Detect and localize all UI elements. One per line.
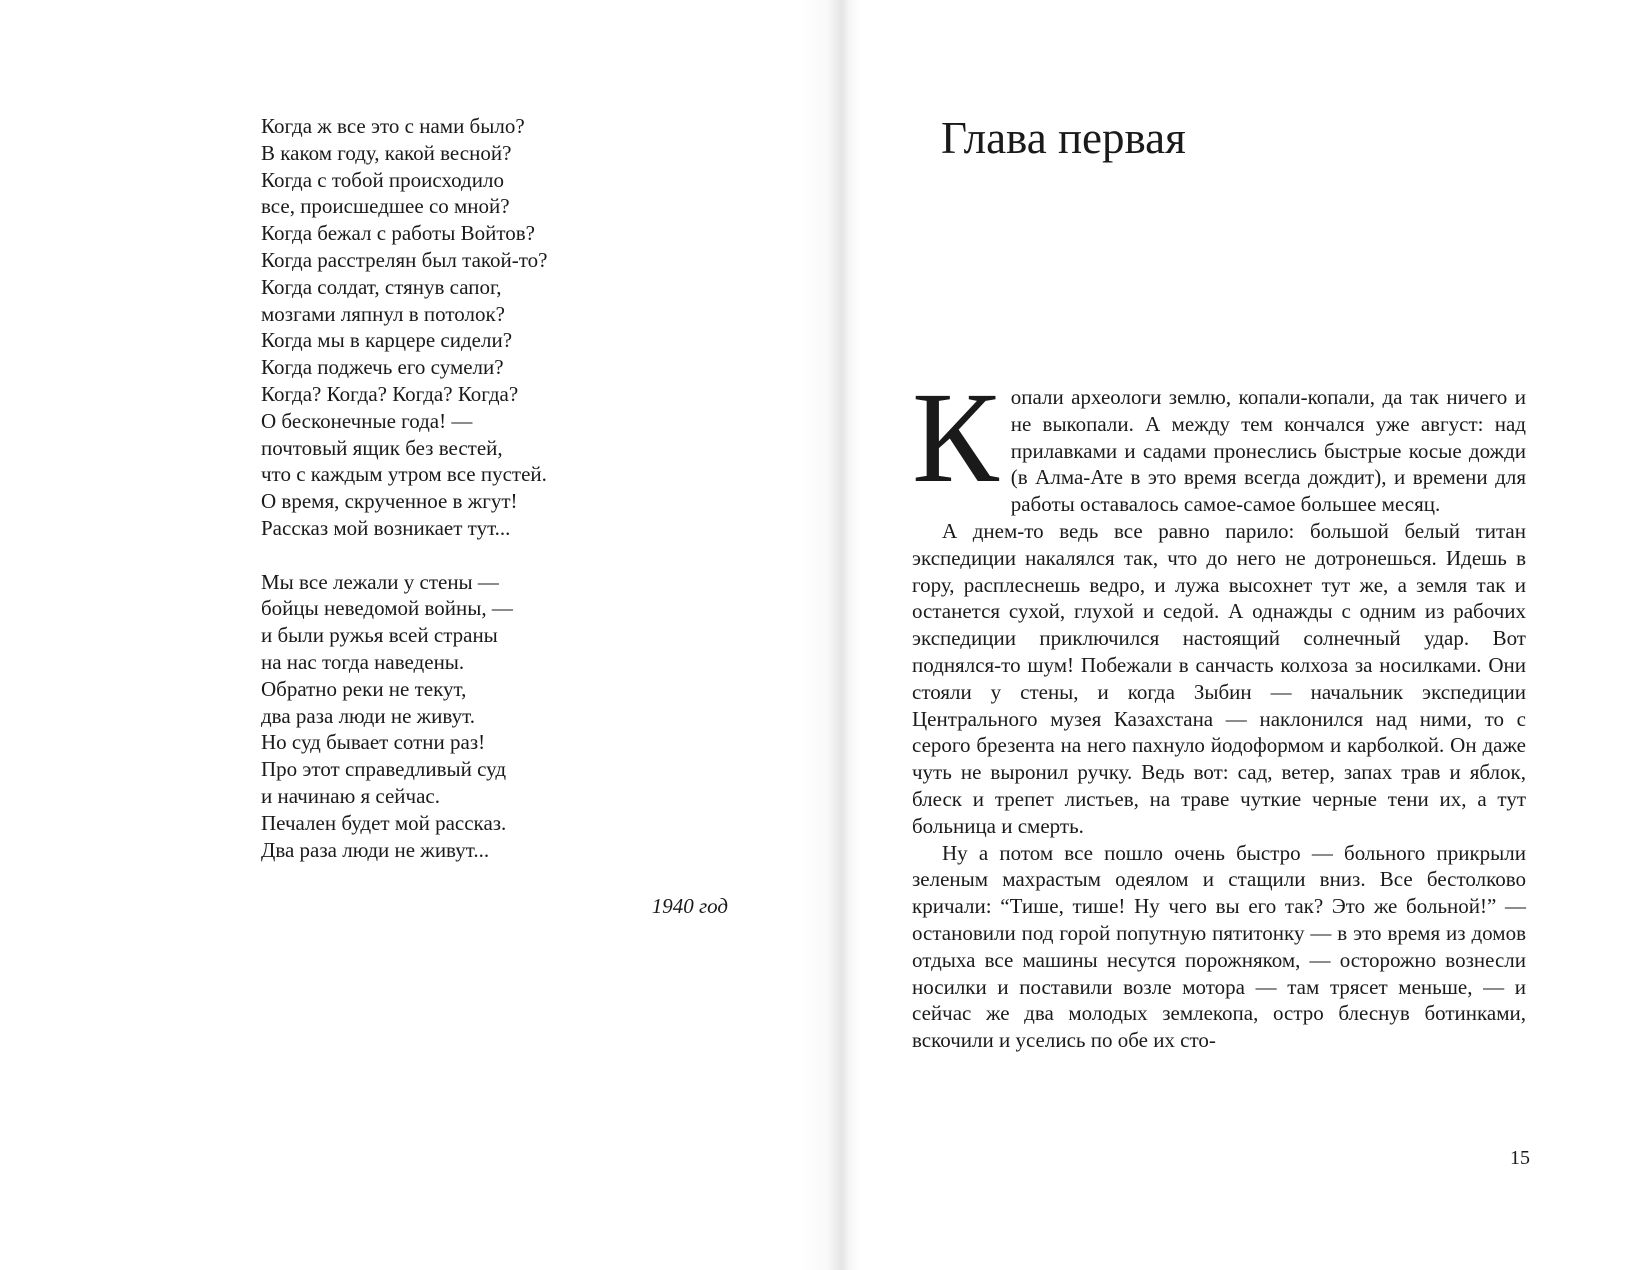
poem-line: Мы все лежали у стены — <box>261 569 499 594</box>
poem-line: Печален будет мой рассказ. <box>261 810 507 835</box>
page-number: 15 <box>1510 1147 1530 1169</box>
poem <box>261 113 741 863</box>
chapter-paragraph: А днем-то ведь все равно парило: большой белый титан экспедиции накалялся так, что до него не дотронешься. Идешь в гору, расплеснешь ведро, и лужа высохнет тут же, а земля так и останется сухой, глухой и седой. А однажды с одним из рабочих экспедиции приключился настоящий солнечный удар. Вот поднялся-то шум! Побежали в санчасть колхоза за носилками. Они стояли у стены, и когда Зыбин — начальник экспедиции Центрального музея Казахстана — наклонился над ними, то с серого брезента на него пахнуло йодоформом и карболкой. Он даже чуть не выронил ручку. Ведь вот: сад, ветер, запах трав и яблок, блеск и трепет листьев, на траве чуткие черные тени их, а тут больница и смерть. <box>912 518 1526 838</box>
paragraph-text: опали археологи землю, копали-копали, да так ничего и не выкопали. А между тем кончался уже август: над прилавками и садами пронеслись быстрые косые дожди (в Алма-Ате в это время всегда дождит), и времени для работы оставалось самое-самое большее месяц. <box>1010 385 1526 517</box>
poem-line: В каком году, какой весной? <box>261 140 512 165</box>
poem-line: два раза люди не живут. <box>261 703 475 728</box>
poem-line: Когда расстрелян был такой-то? <box>261 247 548 272</box>
poem-line: почтовый ящик без вестей, <box>261 435 503 460</box>
chapter-paragraph <box>912 366 1526 518</box>
left-page <box>0 0 818 1270</box>
poem-line: все, происшедшее со мной? <box>261 194 510 219</box>
poem-line: Но суд бывает сотни раз! <box>261 730 486 755</box>
poem-line: Когда солдат, стянув сапог, <box>261 274 502 299</box>
poem-line: Когда поджечь его сумели? <box>261 355 504 380</box>
poem-line: Рассказ мой возникает тут... <box>261 515 511 540</box>
poem-line: и были ружья всей страны <box>261 623 498 648</box>
poem-stanza-1 <box>261 113 741 542</box>
poem-line: и начинаю я сейчас. <box>261 783 441 808</box>
poem-stanza-2 <box>261 569 741 864</box>
poem-line: Про этот справедливый суд <box>261 757 507 782</box>
poem-line: О бесконечные года! — <box>261 408 473 433</box>
poem-line: мозгами ляпнул в потолок? <box>261 301 505 326</box>
poem-line: Когда мы в карцере сидели? <box>261 328 513 353</box>
drop-cap: К <box>912 366 999 510</box>
chapter-body <box>912 366 1526 1054</box>
poem-line: Когда? Когда? Когда? Когда? <box>261 381 519 406</box>
chapter-title: Глава первая <box>941 113 1186 163</box>
poem-line: бойцы неведомой войны, — <box>261 596 513 621</box>
poem-date: 1940 год <box>651 894 728 918</box>
poem-line: Когда бежал с работы Войтов? <box>261 221 535 246</box>
poem-line: Обратно реки не текут, <box>261 676 467 701</box>
poem-line: Когда ж все это с нами было? <box>261 114 525 138</box>
poem-line: Когда с тобой происходило <box>261 167 504 192</box>
chapter-paragraph: Ну а потом все пошло очень быстро — больного прикрыли зеленым махрастым одеялом и стащили вниз. Все бестолково кричали: “Тише, тише! Ну чего вы его так? Это же больной!” — остановили под горой попутную пятитонку — в это время из домов отдыха все машины несутся порожняком, — осторожно вознесли носилки и поставили возле мотора — там трясет меньше, — и сейчас же два молодых землекопа, остро блеснув ботинками, вскочили и уселись по обе их сто- <box>912 840 1526 1053</box>
poem-line: О время, скрученное в жгут! <box>261 489 518 514</box>
poem-line: что с каждым утром все пустей. <box>261 462 547 487</box>
poem-line: Два раза люди не живут... <box>261 837 490 862</box>
poem-line: на нас тогда наведены. <box>261 649 465 674</box>
